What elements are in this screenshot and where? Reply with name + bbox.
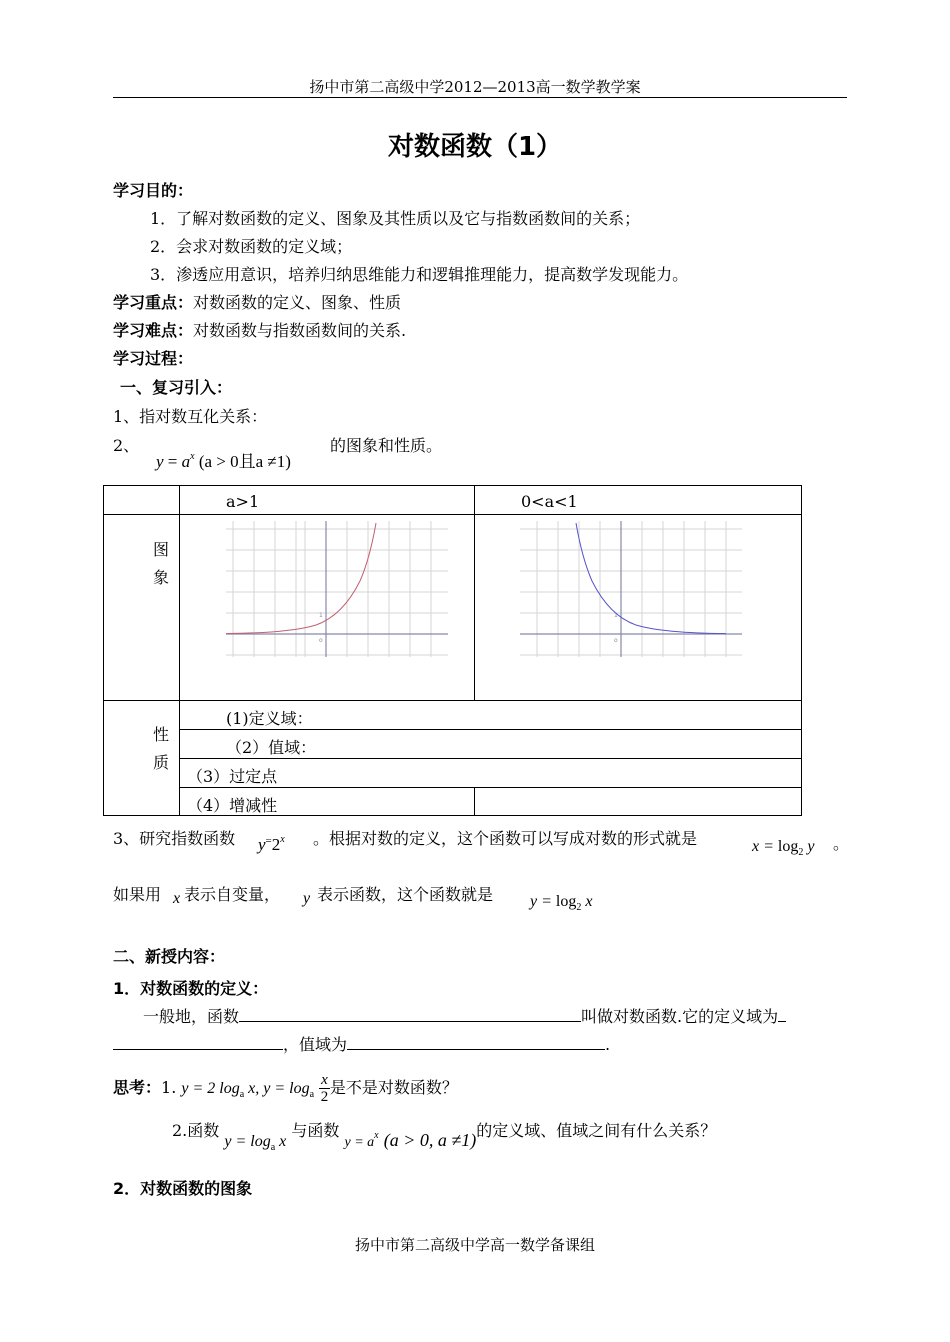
graph-row-label: 图 象 bbox=[152, 540, 169, 587]
page-footer: 扬中市第二高级中学高一数学备课组 bbox=[354, 1236, 595, 1254]
section2-sub1: 1．对数函数的定义： bbox=[113, 979, 269, 998]
difficulty-label: 学习难点： bbox=[113, 321, 194, 340]
focus-text: 对数函数的定义、图象、性质 bbox=[193, 293, 402, 312]
think2-line: 2.函数 $y = \log_a x$ 与函数 $y = a^x$ (a > 0, a ≠1)的定义域、值域之间有什么关系？ bbox=[172, 1121, 717, 1153]
item3-end: 。 bbox=[833, 834, 850, 853]
table-rule bbox=[103, 514, 802, 515]
item3-prefix: 3、研究指数函数 bbox=[113, 829, 236, 848]
section1-item1: 1、指对数互化关系： bbox=[113, 407, 268, 426]
item3-exp-formula: y=2$^x$ bbox=[258, 834, 285, 854]
prop-domain: (1)定义域： bbox=[226, 709, 313, 728]
goals-label: 学习目的： bbox=[113, 181, 194, 200]
prop-monotonicity: （4）增减性 bbox=[187, 796, 278, 815]
section1-item2-prefix: 2、 bbox=[113, 436, 140, 455]
header-a-gt-1: a>1 bbox=[226, 492, 260, 511]
goal-item: 2．会求对数函数的定义域； bbox=[150, 237, 353, 256]
think1-formula: y = 2 $\log_a x$, $y = \log_a$ bbox=[181, 1080, 315, 1100]
graph-exp-increasing bbox=[226, 521, 448, 657]
goal-item: 3．渗透应用意识，培养归纳思维能力和逻辑推理能力，提高数学发现能力。 bbox=[150, 265, 689, 284]
difficulty-line bbox=[113, 318, 406, 341]
table-rule bbox=[179, 758, 802, 759]
table-rule bbox=[179, 729, 802, 730]
item3b-p3: 表示函数，这个函数就是 bbox=[317, 885, 494, 904]
blank-range[interactable] bbox=[347, 1035, 605, 1050]
think1-fraction: $\frac{x}{2}$ bbox=[320, 1072, 329, 1105]
blank-domain[interactable] bbox=[113, 1035, 283, 1050]
section1-title: 一、复习引入： bbox=[120, 378, 233, 397]
var-y: y bbox=[303, 890, 311, 907]
item3b-log-formula: $y = \log_2 x$ bbox=[530, 893, 593, 913]
item3b-p1: 如果用 bbox=[113, 885, 162, 904]
curve-increasing bbox=[226, 523, 376, 634]
item3-mid: 。根据对数的定义，这个函数可以写成对数的形式就是 bbox=[313, 829, 698, 848]
curve-decreasing bbox=[576, 523, 726, 634]
props-row-label: 性 质 bbox=[152, 725, 169, 772]
svg-text:1: 1 bbox=[614, 612, 618, 619]
header-rule bbox=[113, 97, 847, 98]
prop-fixed-point: （3）过定点 bbox=[187, 767, 278, 786]
focus-line bbox=[113, 290, 401, 313]
svg-text:o: o bbox=[319, 637, 323, 644]
svg-text:o: o bbox=[614, 637, 618, 644]
item3-log-formula: $x = \log_2 y$ bbox=[752, 838, 815, 858]
header-0-lt-a-lt-1: 0<a<1 bbox=[521, 492, 578, 511]
process-label: 学习过程： bbox=[113, 349, 194, 368]
page-title: 对数函数（1） bbox=[387, 132, 563, 162]
think1-line: 思考：1. y = 2 $\log_a x$, $y = \log_a$ $\frac{x}{2}$ 是不是对数函数？ bbox=[113, 1072, 458, 1105]
focus-label: 学习重点： bbox=[113, 293, 194, 312]
prop-range: （2）值域： bbox=[226, 738, 317, 757]
item3b-p2: 表示自变量， bbox=[184, 885, 281, 904]
goal-item: 1．了解对数函数的定义、图象及其性质以及它与指数函数间的关系； bbox=[150, 209, 641, 228]
section2-sub2: 2．对数函数的图象 bbox=[113, 1179, 253, 1198]
section2-title: 二、新授内容： bbox=[113, 947, 226, 966]
think2-log-formula: $y = \log_a x$ bbox=[224, 1133, 287, 1153]
think2-exp-formula: $y = a^x$ bbox=[344, 1130, 379, 1150]
var-x: x bbox=[173, 890, 181, 907]
table-rule bbox=[179, 485, 180, 816]
section1-item2-suffix: 的图象和性质。 bbox=[330, 436, 443, 455]
table-rule bbox=[179, 787, 802, 788]
exp-function-formula: $y = a^x$ (a > 0且a ≠1) bbox=[156, 451, 291, 471]
table-rule bbox=[103, 700, 802, 701]
graph-exp-decreasing bbox=[520, 521, 742, 657]
think2-condition: (a > 0, a ≠1) bbox=[383, 1130, 477, 1150]
difficulty-text: 对数函数与指数函数间的关系. bbox=[193, 321, 407, 340]
blank-domain-start[interactable] bbox=[778, 1007, 786, 1022]
table-rule bbox=[474, 485, 475, 700]
svg-text:1: 1 bbox=[319, 612, 323, 619]
table-rule bbox=[474, 787, 475, 816]
definition-line: 一般地，函数 叫做对数函数.它的定义域为 bbox=[143, 1004, 786, 1027]
page-header: 扬中市第二高级中学2012—2013高一数学教学案 bbox=[309, 78, 641, 96]
blank-function[interactable] bbox=[239, 1007, 581, 1022]
definition-line-2: ，值域为 . bbox=[113, 1032, 610, 1055]
